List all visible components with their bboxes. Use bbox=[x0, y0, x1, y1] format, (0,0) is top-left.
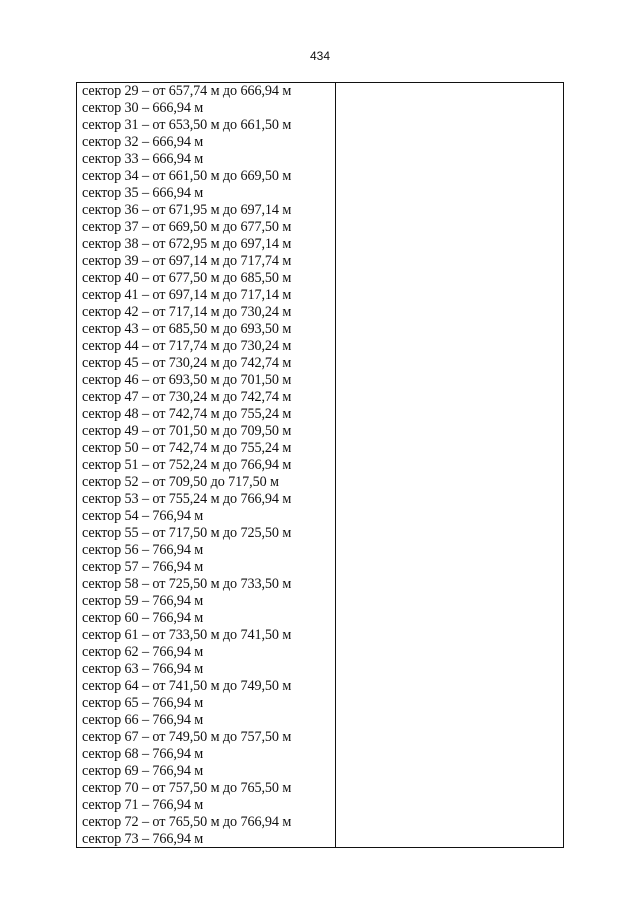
sector-line: сектор 61 – от 733,50 м до 741,50 м bbox=[82, 627, 292, 643]
sector-line: сектор 39 – от 697,14 м до 717,74 м bbox=[82, 253, 292, 269]
sector-line: сектор 34 – от 661,50 м до 669,50 м bbox=[82, 168, 292, 184]
sector-line: сектор 54 – 766,94 м bbox=[82, 508, 204, 524]
sector-line: сектор 71 – 766,94 м bbox=[82, 797, 204, 813]
sector-line: сектор 52 – от 709,50 до 717,50 м bbox=[82, 474, 279, 490]
sector-line: сектор 67 – от 749,50 м до 757,50 м bbox=[82, 729, 292, 745]
sector-line: сектор 47 – от 730,24 м до 742,74 м bbox=[82, 389, 292, 405]
sector-line: сектор 30 – 666,94 м bbox=[82, 100, 204, 116]
sector-line: сектор 64 – от 741,50 м до 749,50 м bbox=[82, 678, 292, 694]
sector-line: сектор 48 – от 742,74 м до 755,24 м bbox=[82, 406, 292, 422]
sector-list-cell bbox=[77, 83, 336, 847]
sector-line: сектор 35 – 666,94 м bbox=[82, 185, 204, 201]
sector-line: сектор 42 – от 717,14 м до 730,24 м bbox=[82, 304, 292, 320]
empty-right-cell bbox=[336, 83, 563, 847]
sector-line: сектор 72 – от 765,50 м до 766,94 м bbox=[82, 814, 292, 830]
sector-line: сектор 43 – от 685,50 м до 693,50 м bbox=[82, 321, 292, 337]
sector-line: сектор 66 – 766,94 м bbox=[82, 712, 204, 728]
sector-line: сектор 37 – от 669,50 м до 677,50 м bbox=[82, 219, 292, 235]
sector-line: сектор 60 – 766,94 м bbox=[82, 610, 204, 626]
sector-table bbox=[76, 82, 564, 848]
sector-line: сектор 33 – 666,94 м bbox=[82, 151, 204, 167]
sector-line: сектор 50 – от 742,74 м до 755,24 м bbox=[82, 440, 292, 456]
sector-line: сектор 40 – от 677,50 м до 685,50 м bbox=[82, 270, 292, 286]
sector-line: сектор 53 – от 755,24 м до 766,94 м bbox=[82, 491, 292, 507]
sector-line: сектор 45 – от 730,24 м до 742,74 м bbox=[82, 355, 292, 371]
sector-line: сектор 51 – от 752,24 м до 766,94 м bbox=[82, 457, 292, 473]
sector-line: сектор 65 – 766,94 м bbox=[82, 695, 204, 711]
sector-line: сектор 69 – 766,94 м bbox=[82, 763, 204, 779]
sector-line: сектор 57 – 766,94 м bbox=[82, 559, 204, 575]
sector-line: сектор 32 – 666,94 м bbox=[82, 134, 204, 150]
page-number: 434 bbox=[309, 49, 331, 63]
sector-line: сектор 29 – от 657,74 м до 666,94 м bbox=[82, 83, 292, 99]
sector-line: сектор 73 – 766,94 м bbox=[82, 831, 204, 847]
sector-line: сектор 41 – от 697,14 м до 717,14 м bbox=[82, 287, 292, 303]
sector-line: сектор 49 – от 701,50 м до 709,50 м bbox=[82, 423, 292, 439]
sector-line: сектор 62 – 766,94 м bbox=[82, 644, 204, 660]
sector-line: сектор 70 – от 757,50 м до 765,50 м bbox=[82, 780, 292, 796]
sector-line: сектор 56 – 766,94 м bbox=[82, 542, 204, 558]
sector-line: сектор 59 – 766,94 м bbox=[82, 593, 204, 609]
sector-line: сектор 55 – от 717,50 м до 725,50 м bbox=[82, 525, 292, 541]
sector-line: сектор 68 – 766,94 м bbox=[82, 746, 204, 762]
sector-line: сектор 31 – от 653,50 м до 661,50 м bbox=[82, 117, 292, 133]
sector-line: сектор 63 – 766,94 м bbox=[82, 661, 204, 677]
sector-line: сектор 58 – от 725,50 м до 733,50 м bbox=[82, 576, 292, 592]
sector-line: сектор 44 – от 717,74 м до 730,24 м bbox=[82, 338, 292, 354]
sector-line: сектор 46 – от 693,50 м до 701,50 м bbox=[82, 372, 292, 388]
sector-line: сектор 38 – от 672,95 м до 697,14 м bbox=[82, 236, 292, 252]
sector-line: сектор 36 – от 671,95 м до 697,14 м bbox=[82, 202, 292, 218]
